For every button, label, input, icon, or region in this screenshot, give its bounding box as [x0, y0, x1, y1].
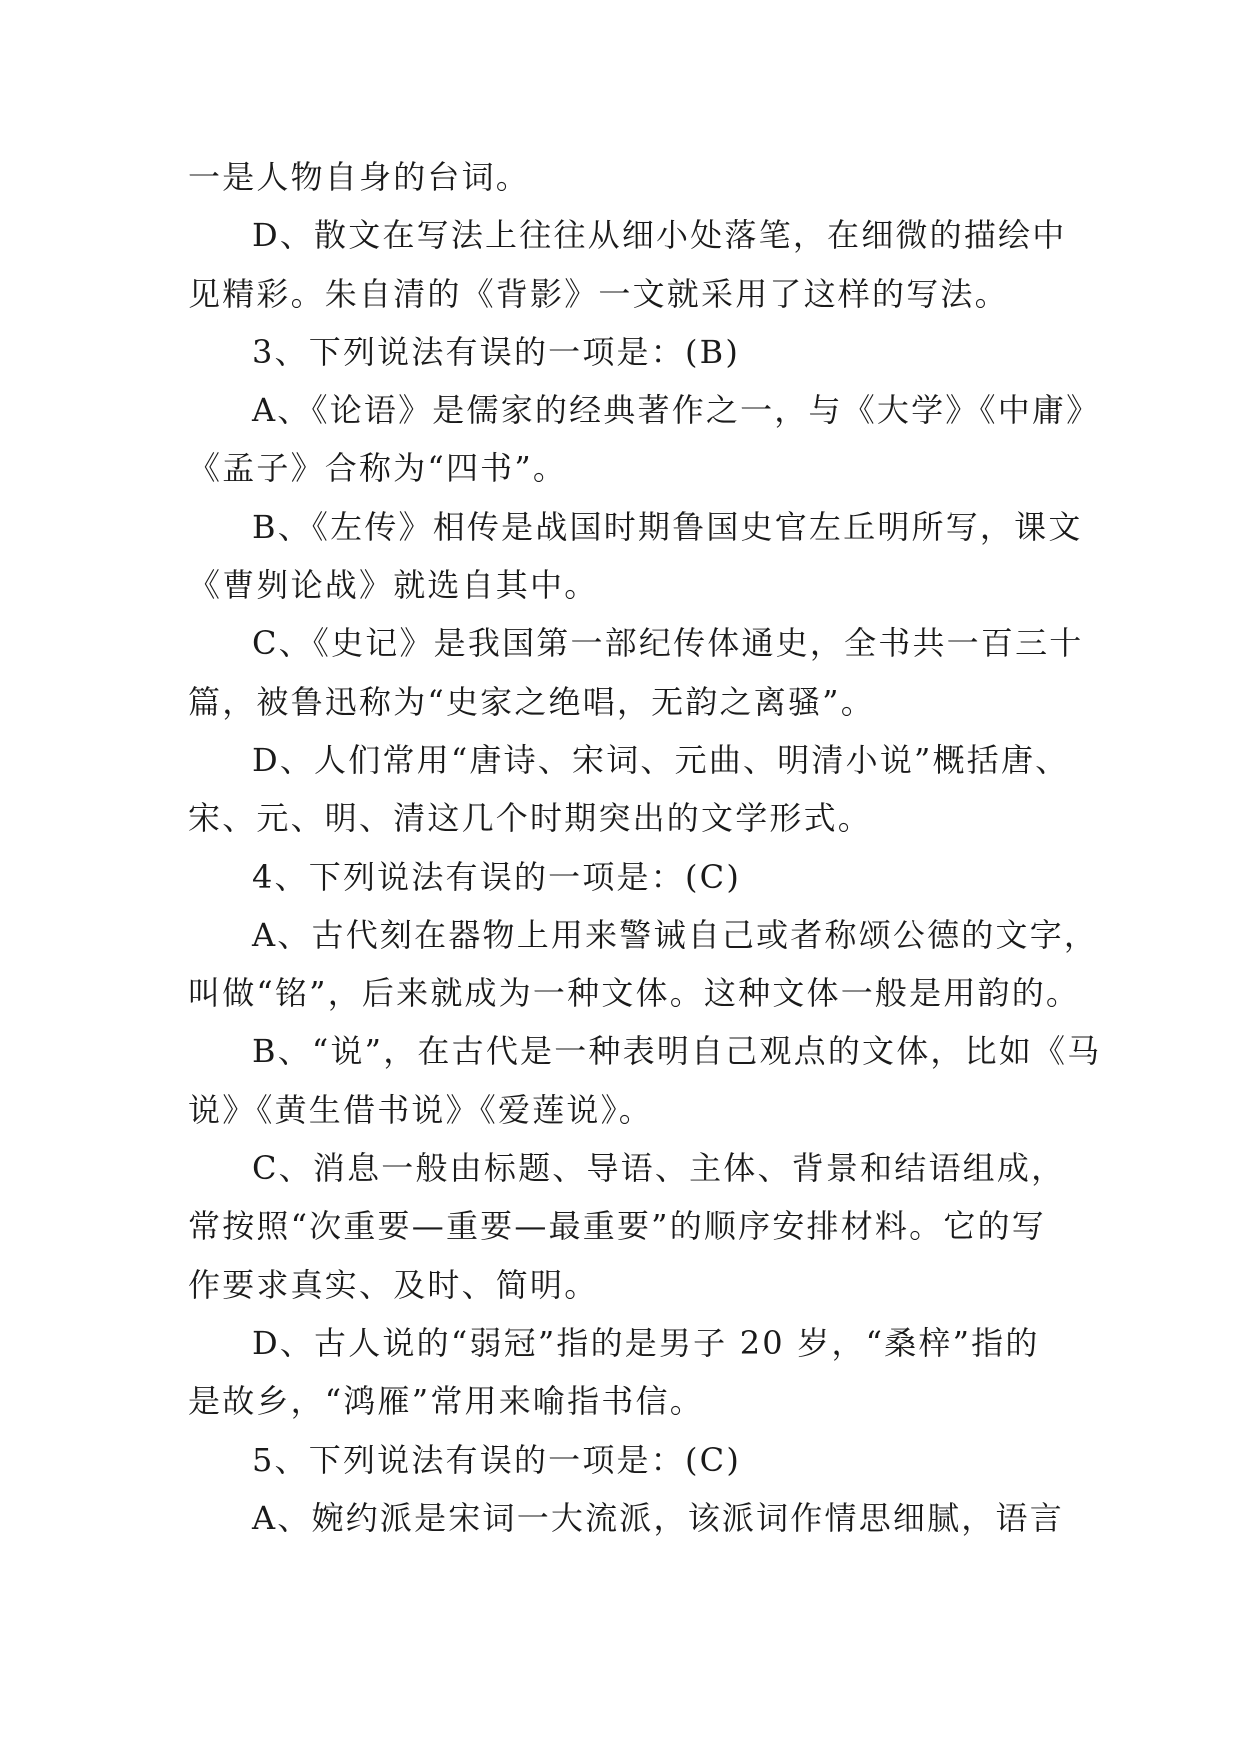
text-line: 《曹刿论战》就选自其中。 — [188, 566, 599, 605]
text-line: 常按照“次重要—重要—最重要”的顺序安排材料。它的写 — [188, 1207, 1046, 1246]
option-c-line: C、消息一般由标题、导语、主体、背景和结语组成， — [252, 1149, 1066, 1188]
question-3-title: 3、下列说法有误的一项是：(B) — [252, 332, 741, 371]
text-line: 一是人物自身的台词。 — [188, 158, 531, 196]
option-d-line: D、古人说的“弱冠”指的是男子 20 岁，“桑梓”指的 — [252, 1323, 1040, 1362]
option-a-line: A、古代刻在器物上用来警诫自己或者称颂公德的文字， — [252, 915, 1099, 954]
text-line: 说》《黄生借书说》《爱莲说》。 — [188, 1090, 654, 1129]
text-line: 《孟子》合称为“四书”。 — [188, 449, 568, 488]
option-b-line: B、《左传》相传是战国时期鲁国史官左丘明所写，课文 — [252, 507, 1083, 546]
question-4-title: 4、下列说法有误的一项是：(C) — [252, 857, 742, 896]
option-a-line: A、婉约派是宋词一大流派，该派词作情思细腻，语言 — [252, 1498, 1064, 1537]
text-line: 见精彩。朱自清的《背影》一文就采用了这样的写法。 — [188, 274, 1009, 313]
text-line: 篇，被鲁迅称为“史家之绝唱，无韵之离骚”。 — [188, 682, 875, 721]
option-d-line: D、人们常用“唐诗、宋词、元曲、明清小说”概括唐、 — [252, 740, 1070, 779]
option-b-line: B、“说”，在古代是一种表明自己观点的文体，比如《马 — [252, 1032, 1102, 1071]
text-line: 作要求真实、及时、简明。 — [188, 1265, 599, 1304]
option-c-line: C、《史记》是我国第一部纪传体通史，全书共一百三十 — [252, 624, 1084, 663]
document-body — [188, 148, 1102, 1547]
option-a-line: A、《论语》是儒家的经典著作之一，与《大学》《中庸》 — [252, 391, 1101, 430]
text-line: 是故乡，“鸿雁”常用来喻指书信。 — [188, 1382, 704, 1421]
question-5-title: 5、下列说法有误的一项是：(C) — [252, 1440, 742, 1479]
text-line: 叫做“铭”，后来就成为一种文体。这种文体一般是用韵的。 — [188, 974, 1081, 1013]
text-line: 宋、元、明、清这几个时期突出的文学形式。 — [188, 799, 873, 838]
option-d-line: D、散文在写法上往往从细小处落笔，在细微的描绘中 — [252, 216, 1067, 255]
